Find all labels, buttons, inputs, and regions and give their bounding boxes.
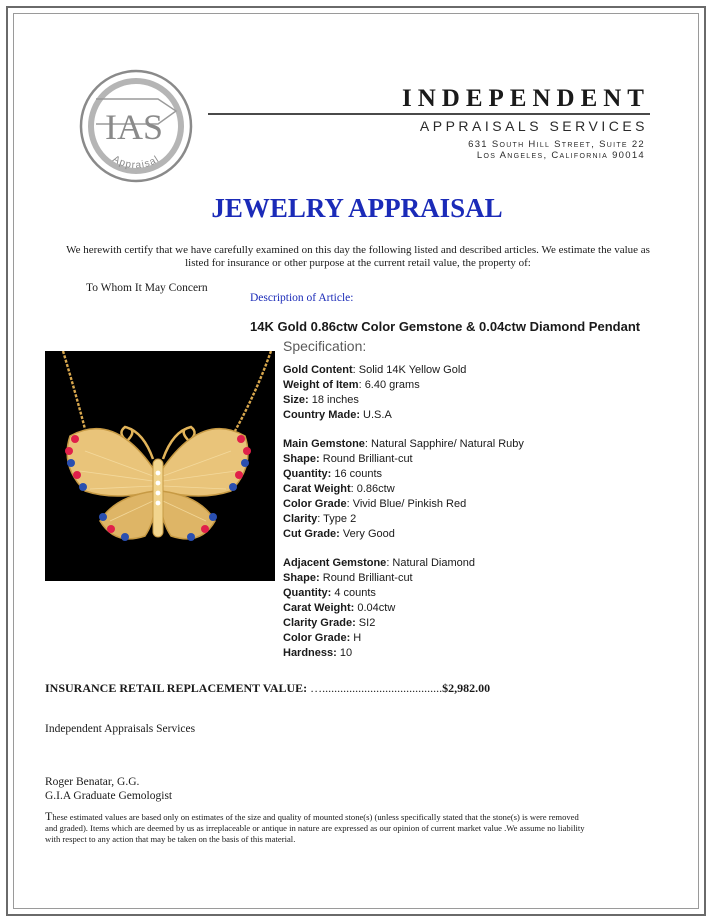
address-line-2: Los Angeles, California 90014 xyxy=(476,150,645,161)
brand-name: INDEPENDENT xyxy=(402,85,650,112)
logo-arc-text: Appraisal xyxy=(110,153,162,172)
company-name: Independent Appraisals Services xyxy=(45,723,196,735)
brand-divider xyxy=(208,113,650,115)
page-title: JEWELRY APPRAISAL xyxy=(211,193,503,223)
spec-row: Color Grade: H xyxy=(283,632,362,644)
leader-dots: …........................................ xyxy=(307,681,443,695)
brand-subtitle: APPRAISALS SERVICES xyxy=(419,118,648,134)
spec-row: Carat Weight: 0.86ctw xyxy=(283,483,395,495)
disclaimer-text: hese estimated values are based only on estimates of the size and quality of mounted stone(s) (unless specifically stated that the stone(s) is were removed and graded). Items which are deemed by us as irreplaceable or antique in nature are expressed as our opinion of current market value .We assume no liability with respect to any action that may be taken on the basis of this material. xyxy=(45,812,585,844)
logo-monogram: IAS xyxy=(104,107,164,147)
spec-row: Adjacent Gemstone: Natural Diamond xyxy=(283,557,475,569)
spec-row: Quantity: 4 counts xyxy=(283,587,376,599)
item-title: 14K Gold 0.86ctw Color Gemstone & 0.04ctw Diamond Pendant xyxy=(250,319,641,334)
signer-name: Roger Benatar, G.G. xyxy=(45,776,140,788)
recipient: To Whom It May Concern xyxy=(86,282,208,294)
spec-row: Clarity: Type 2 xyxy=(283,513,357,525)
spec-row: Weight of Item: 6.40 grams xyxy=(283,379,420,391)
pendant-photo xyxy=(45,351,275,581)
spec-row: Shape: Round Brilliant-cut xyxy=(283,453,413,465)
insurance-amount: $2,982.00 xyxy=(442,681,491,695)
disclaimer xyxy=(45,811,585,845)
spec-row: Main Gemstone: Natural Sapphire/ Natural Ruby xyxy=(283,438,524,450)
address-line-1: 631 South Hill Street, Suite 22 xyxy=(468,139,645,150)
spec-row: Quantity: 16 counts xyxy=(283,468,383,480)
disclaimer-initial: T xyxy=(45,809,53,823)
signature-block xyxy=(45,775,172,803)
insurance-label: INSURANCE RETAIL REPLACEMENT VALUE: xyxy=(45,681,308,695)
specification-label: Specification: xyxy=(283,338,367,354)
spec-row: Carat Weight: 0.04ctw xyxy=(283,602,396,614)
spec-row: Hardness: 10 xyxy=(283,647,353,659)
spec-row: Cut Grade: Very Good xyxy=(283,528,395,540)
spec-row: Size: 18 inches xyxy=(283,394,359,406)
specifications xyxy=(283,363,524,661)
spec-row: Gold Content: Solid 14K Yellow Gold xyxy=(283,364,467,376)
spec-row: Country Made: U.S.A xyxy=(283,409,392,421)
brand-address xyxy=(360,139,645,161)
brand-header xyxy=(400,86,650,112)
spec-row: Shape: Round Brilliant-cut xyxy=(283,572,413,584)
description-label: Description of Article: xyxy=(250,292,354,304)
spec-row: Clarity Grade: SI2 xyxy=(283,617,376,629)
ias-logo xyxy=(76,66,196,186)
certification-text: We herewith certify that we have carefully examined on this day the following listed and described articles. We estimate the value as listed for insurance or other purpose at the current retail value, the property of: xyxy=(66,244,650,269)
spec-row: Color Grade: Vivid Blue/ Pinkish Red xyxy=(283,498,467,510)
insurance-value xyxy=(45,681,490,696)
signer-title: G.I.A Graduate Gemologist xyxy=(45,790,173,802)
